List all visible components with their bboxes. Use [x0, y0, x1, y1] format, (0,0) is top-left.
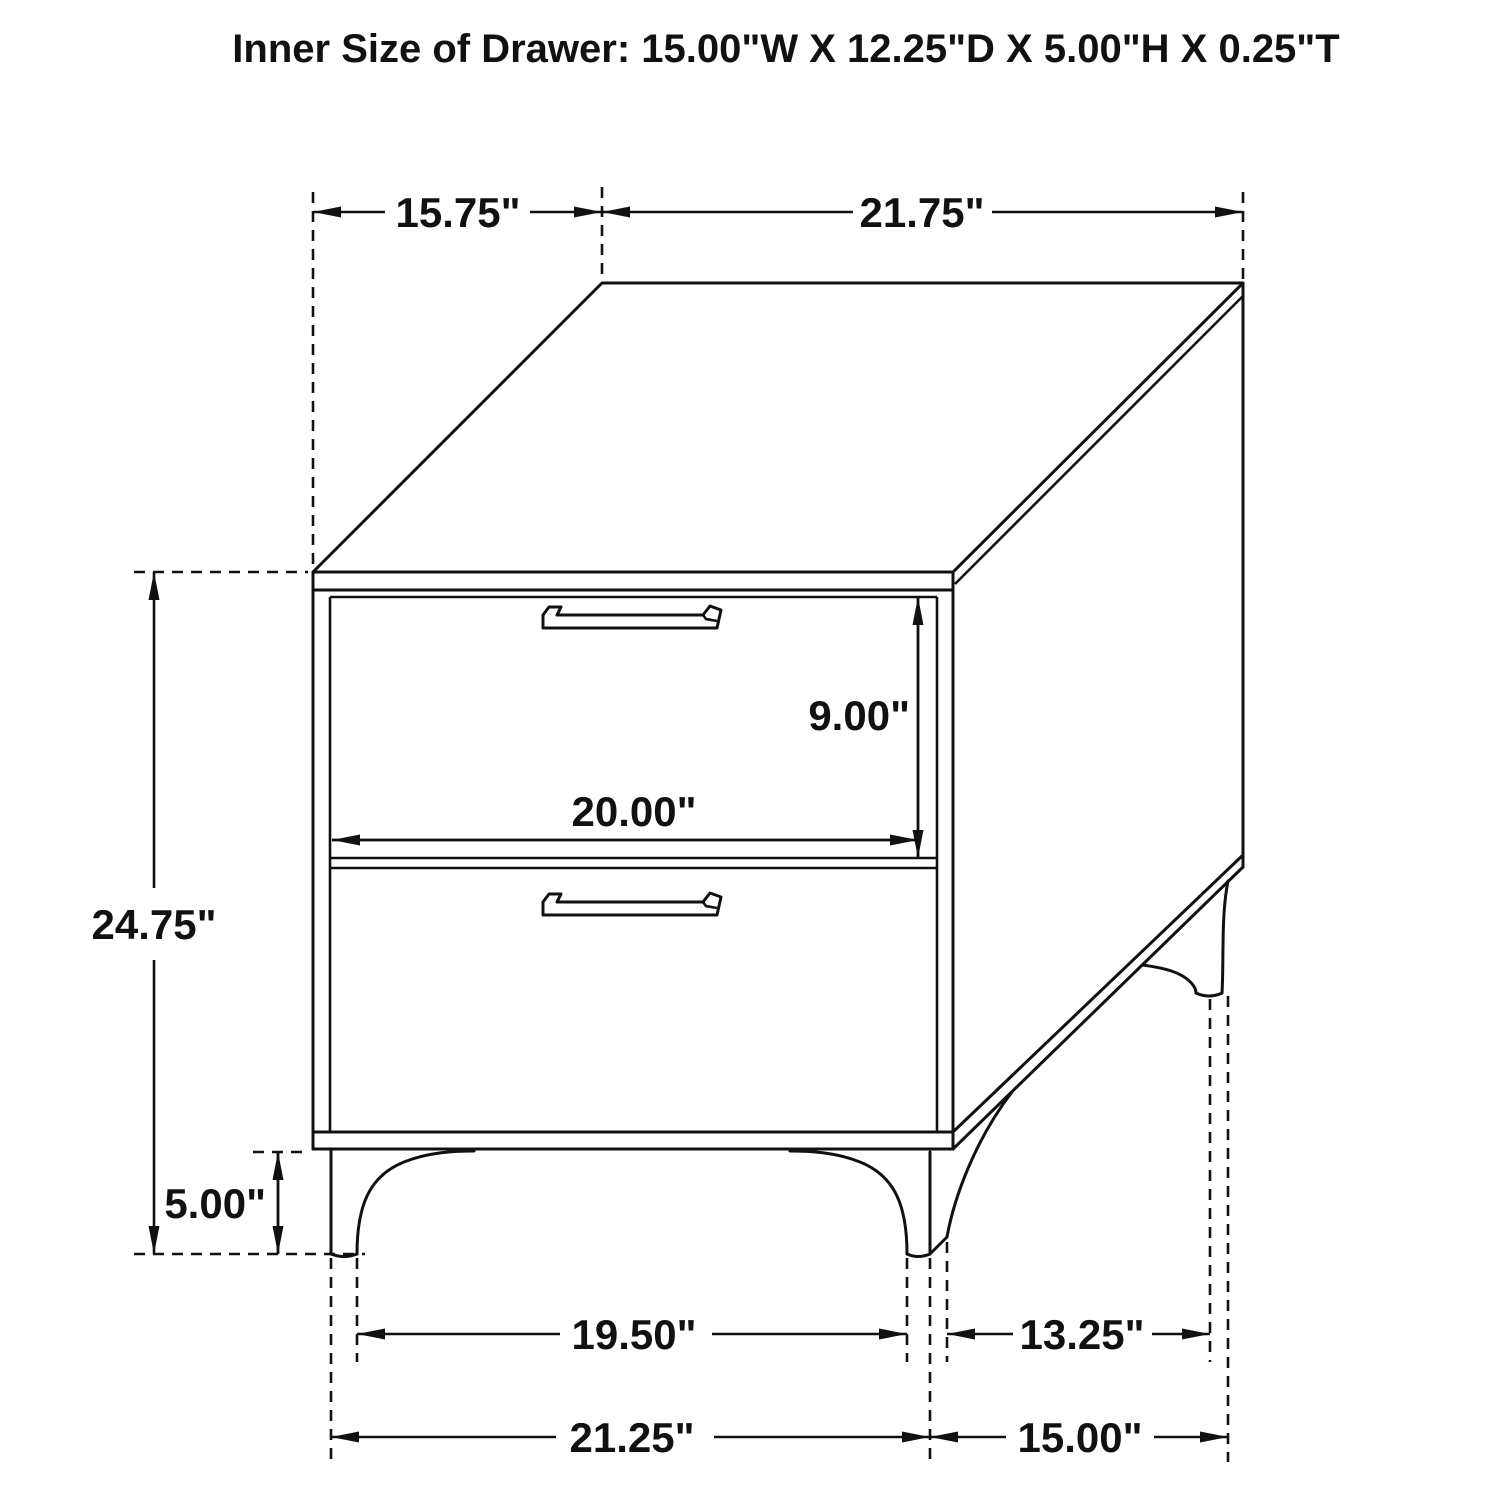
dim-label-drawer-width: 20.00": [571, 788, 697, 835]
dim-label-top-width: 21.75": [859, 189, 985, 236]
dim-drawer-width: [332, 788, 918, 840]
dim-label-leg-height: 5.00": [164, 1180, 266, 1227]
dim-label-side-leg-span: 13.25": [1019, 1311, 1145, 1358]
dim-base-side-depth: [930, 1414, 1228, 1461]
front-left-leg: [331, 1149, 474, 1257]
diagram-title: Inner Size of Drawer: 15.00"W X 12.25"D X 5.00"H X 0.25"T: [232, 27, 1340, 71]
dim-drawer-height: [808, 597, 918, 858]
dim-overall-height: [91, 572, 216, 1254]
front-right-leg: [790, 1092, 1012, 1257]
drawer-handle-bottom: [543, 893, 721, 915]
dim-base-front-width: [331, 1414, 930, 1461]
dim-label-drawer-height: 9.00": [808, 692, 910, 739]
dim-front-leg-span: [357, 1311, 907, 1358]
dim-top-width: [602, 189, 1243, 236]
nightstand-drawing: [313, 283, 1243, 1257]
dim-label-front-leg-span: 19.50": [571, 1311, 697, 1358]
dim-leg-height: [164, 1152, 278, 1254]
dim-label-top-depth: 15.75": [395, 189, 521, 236]
dim-label-base-front-width: 21.25": [569, 1414, 695, 1461]
cabinet-top-face: [313, 283, 1243, 572]
dim-top-depth: [313, 189, 602, 236]
drawer-handle-top: [543, 606, 721, 628]
dim-label-base-side-depth: 15.00": [1017, 1414, 1143, 1461]
dim-side-leg-span: [947, 1311, 1210, 1358]
cabinet-front-face: [313, 572, 953, 1149]
dim-label-overall-height: 24.75": [91, 901, 217, 948]
